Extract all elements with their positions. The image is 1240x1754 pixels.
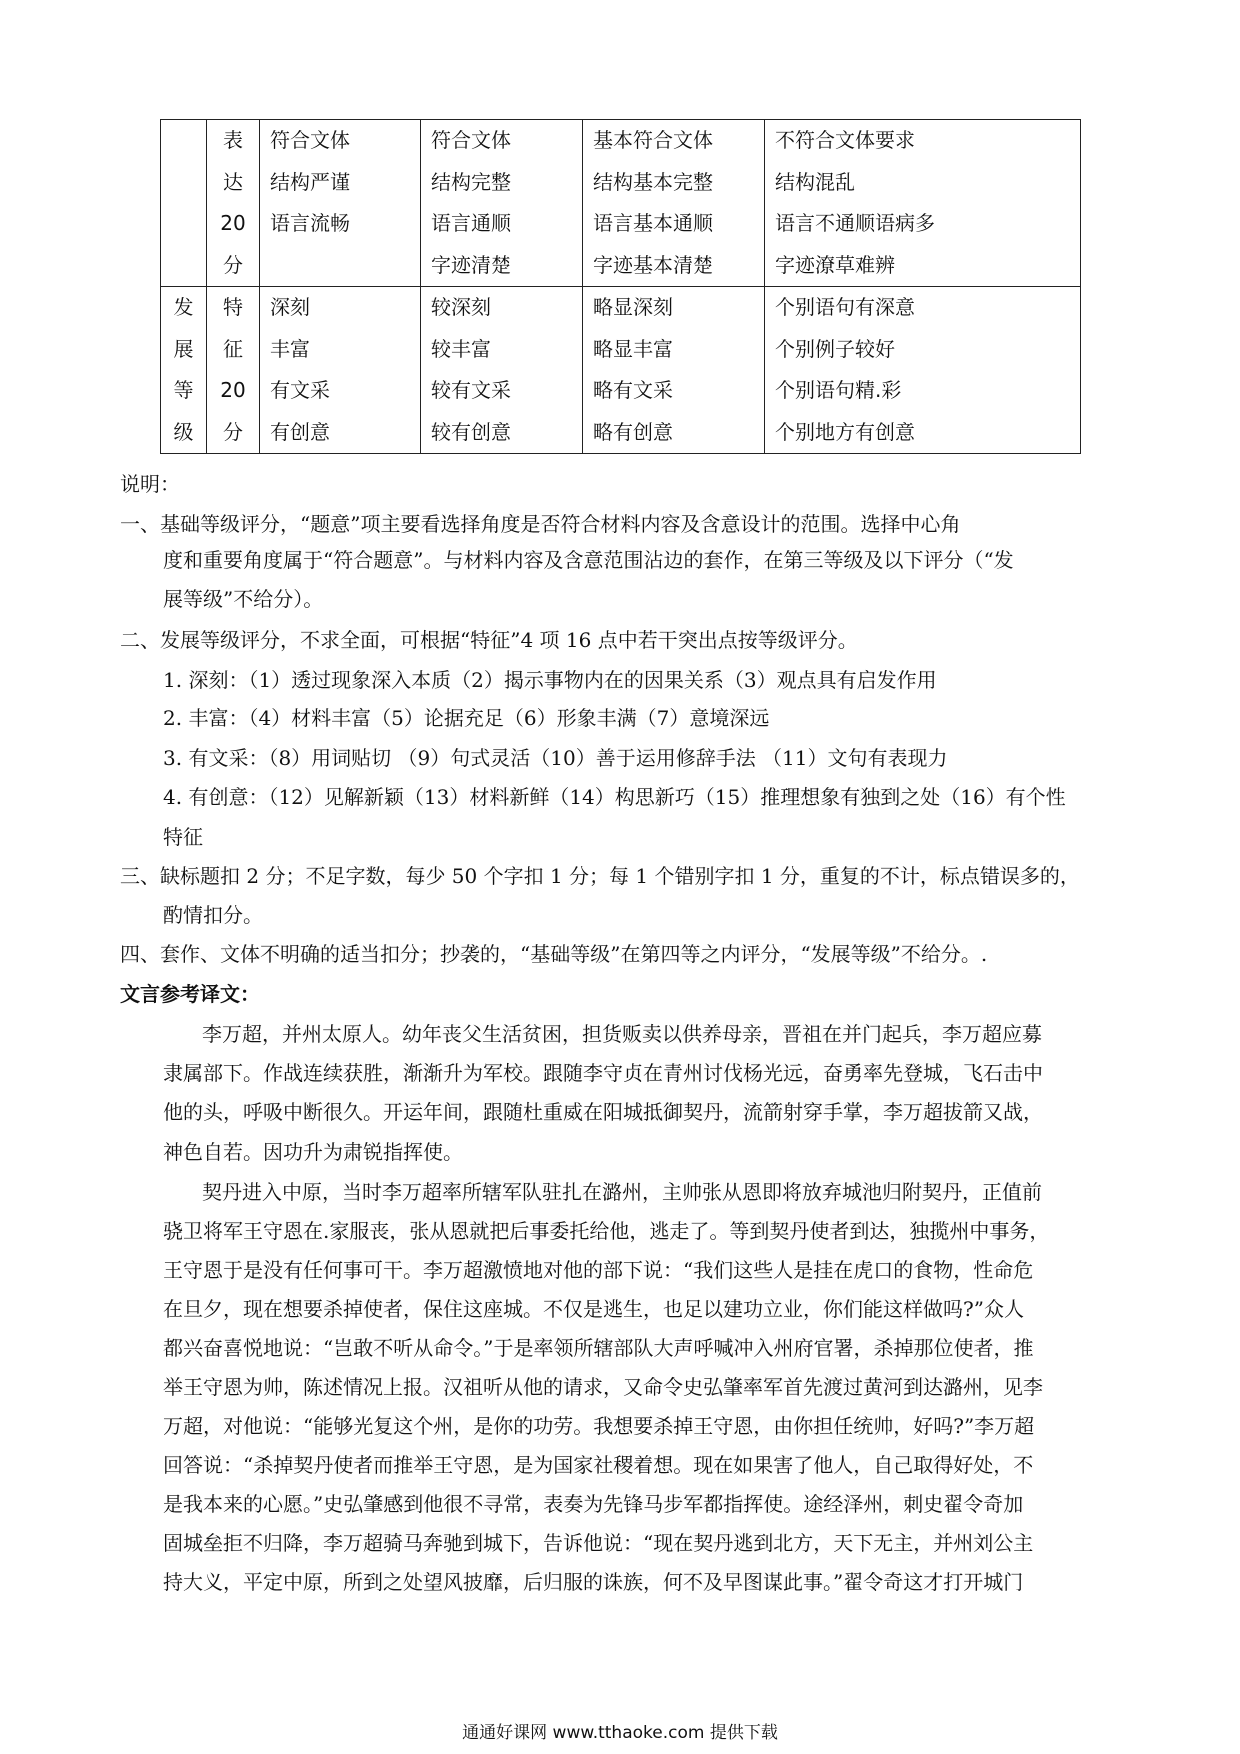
cell-line: 语言流畅 [270,211,350,235]
level1-cell [260,120,421,287]
cell-line: 结构基本完整 [593,169,713,194]
translation-line: 都兴奋喜悦地说：“岂敢不听从命令。”于是率领所辖部队大声呼喊冲入州府官署，杀掉那位使者，推 [163,1336,1034,1360]
cell-line: 基本符合文体 [593,128,713,152]
item-cell-features [207,287,260,454]
cell-line: 丰富 [270,336,310,361]
cell-line: 展 [173,336,194,361]
note-2-item: 特征 [163,825,203,849]
cell-line: 个别例子较好 [775,336,895,361]
translation-line: 隶属部下。作战连续获胜，渐渐升为军校。跟随李守贞在青州讨伐杨光远，奋勇率先登城，飞石击中 [163,1061,1043,1085]
note-1-line: 展等级”不给分）。 [163,587,324,611]
cell-line: 较深刻 [431,295,491,319]
translation-line: 他的头，呼吸中断很久。开运年间，跟随杜重威在阳城抵御契丹，流箭射穿手掌，李万超拔箭又战， [163,1100,1043,1124]
cell-line: 略有创意 [593,419,673,444]
cell-line: 符合文体 [431,128,511,152]
translation-line: 万超，对他说：“能够光复这个州，是你的功劳。我想要杀掉王守恩，由你担任统帅，好吗?”李万超 [163,1414,1035,1438]
cell-line: 符合文体 [270,128,350,152]
cell-line [260,245,420,287]
note-3-line: 酌情扣分。 [163,903,263,927]
cell-line: 结构严谨 [270,169,350,194]
cell-line: 略有文采 [593,378,673,402]
note-1-line: 一、基础等级评分，“题意”项主要看选择角度是否符合材料内容及含意设计的范围。选择中心角 [120,512,961,536]
cell-line: 分 [223,252,243,277]
translation-line: 持大义，平定中原，所到之处望风披靡，后归服的诛族，何不及早图谋此事。”翟令奇这才打开城门 [163,1570,1024,1594]
translation-line: 举王守恩为帅，陈述情况上报。汉祖听从他的请求，又命令史弘肇率军首先渡过黄河到达潞州，见李 [163,1375,1043,1399]
cell-line: 深刻 [270,295,310,319]
group-cell [161,120,207,287]
level4-cell [765,287,1081,454]
note-2-item: 1. 深刻：（1）透过现象深入本质（2）揭示事物内在的因果关系（3）观点具有启发作用 [163,668,937,692]
cell-line: 20 [220,211,246,235]
cell-line: 达 [223,169,243,194]
cell-line: 20 [220,378,246,402]
cell-line: 字迹基本清楚 [593,252,713,277]
level1-cell [260,287,421,454]
note-2-item: 3. 有文采：（8）用词贴切 （9）句式灵活（10）善于运用修辞手法 （11）文句有表现力 [163,746,948,770]
group-cell-development [161,287,207,454]
level3-cell [583,287,765,454]
cell-line: 个别语句精.彩 [775,378,902,402]
cell-line: 结构完整 [431,169,511,194]
cell-line: 分 [223,419,243,444]
translation-line: 固城垒拒不归降，李万超骑马奔驰到城下，告诉他说：“现在契丹逃到北方，天下无主，并州刘公主 [163,1531,1034,1555]
cell-line: 有创意 [270,419,330,444]
cell-line: 略显深刻 [593,295,673,319]
cell-line: 级 [173,419,194,444]
cell-line: 特 [223,295,243,319]
cell-line: 语言基本通顺 [593,211,713,235]
level4-cell [765,120,1081,287]
page-footer: 通通好课网 www.tthaoke.com 提供下载 [462,1723,778,1743]
cell-line: 较有文采 [431,378,511,402]
cell-line: 发 [173,295,194,319]
scoring-rubric-table [160,119,1081,454]
cell-line: 表 [223,128,243,152]
cell-line: 个别语句有深意 [775,295,915,319]
note-3-line: 三、缺标题扣 2 分；不足字数，每少 50 个字扣 1 分；每 1 个错别字扣 1 分，重复的不计，标点错误多的， [120,864,1080,888]
translation-line: 回答说：“杀掉契丹使者而推举王守恩，是为国家社稷着想。现在如果害了他人，自己取得好处，不 [163,1453,1034,1477]
table-row [161,120,1081,287]
translation-line: 在旦夕，现在想要杀掉使者，保住这座城。不仅是逃生，也足以建功立业，你们能这样做吗?”众人 [163,1297,1024,1321]
translation-line: 契丹进入中原，当时李万超率所辖军队驻扎在潞州，主帅张从恩即将放弃城池归附契丹，正值前 [202,1180,1042,1204]
cell-line: 语言通顺 [431,211,511,235]
note-2-item: 4. 有创意：（12）见解新颖（13）材料新鲜（14）构思新巧（15）推理想象有独到之处（16）有个性 [163,785,1066,809]
translation-line: 骁卫将军王守恩在.家服丧，张从恩就把后事委托给他，逃走了。等到契丹使者到达，独揽州中事务， [163,1219,1050,1243]
translation-line: 是我本来的心愿。”史弘肇感到他很不寻常，表奏为先锋马步军都指挥使。途经泽州，刺史翟令奇加 [163,1492,1024,1516]
cell-line: 结构混乱 [775,169,855,194]
cell-line: 较有创意 [431,419,511,444]
cell-line: 略显丰富 [593,336,673,361]
cell-line: 语言不通顺语病多 [775,211,935,235]
cell-line: 个别地方有创意 [775,419,915,444]
cell-line: 字迹潦草难辨 [775,252,895,277]
translation-line: 王守恩于是没有任何事可干。李万超激愤地对他的部下说：“我们这些人是挂在虎口的食物，性命危 [163,1258,1034,1282]
level2-cell [421,120,583,287]
note-2-item: 2. 丰富：（4）材料丰富（5）论据充足（6）形象丰满（7）意境深远 [163,706,770,730]
translation-line: 神色自若。因功升为肃锐指挥使。 [163,1140,463,1164]
table-row [161,287,1081,454]
translation-heading: 文言参考译文： [120,982,260,1006]
level3-cell [583,120,765,287]
cell-line: 有文采 [270,378,330,402]
note-4-line: 四、套作、文体不明确的适当扣分；抄袭的，“基础等级”在第四等之内评分，“发展等级”不给分。. [120,942,988,966]
note-1-line: 度和重要角度属于“符合题意”。与材料内容及含意范围沾边的套作，在第三等级及以下评分（“发 [163,548,1014,572]
cell-line: 等 [173,378,194,402]
cell-line: 较丰富 [431,336,491,361]
cell-line: 不符合文体要求 [775,128,915,152]
cell-line: 征 [223,336,243,361]
cell-line: 字迹清楚 [431,252,511,277]
note-2-line: 二、发展等级评分，不求全面，可根据“特征”4 项 16 点中若干突出点按等级评分。 [120,628,858,652]
level2-cell [421,287,583,454]
translation-line: 李万超，并州太原人。幼年丧父生活贫困，担货贩卖以供养母亲，晋祖在并门起兵，李万超应募 [202,1022,1042,1046]
notes-label: 说明： [120,472,180,496]
item-cell-expression [207,120,260,287]
